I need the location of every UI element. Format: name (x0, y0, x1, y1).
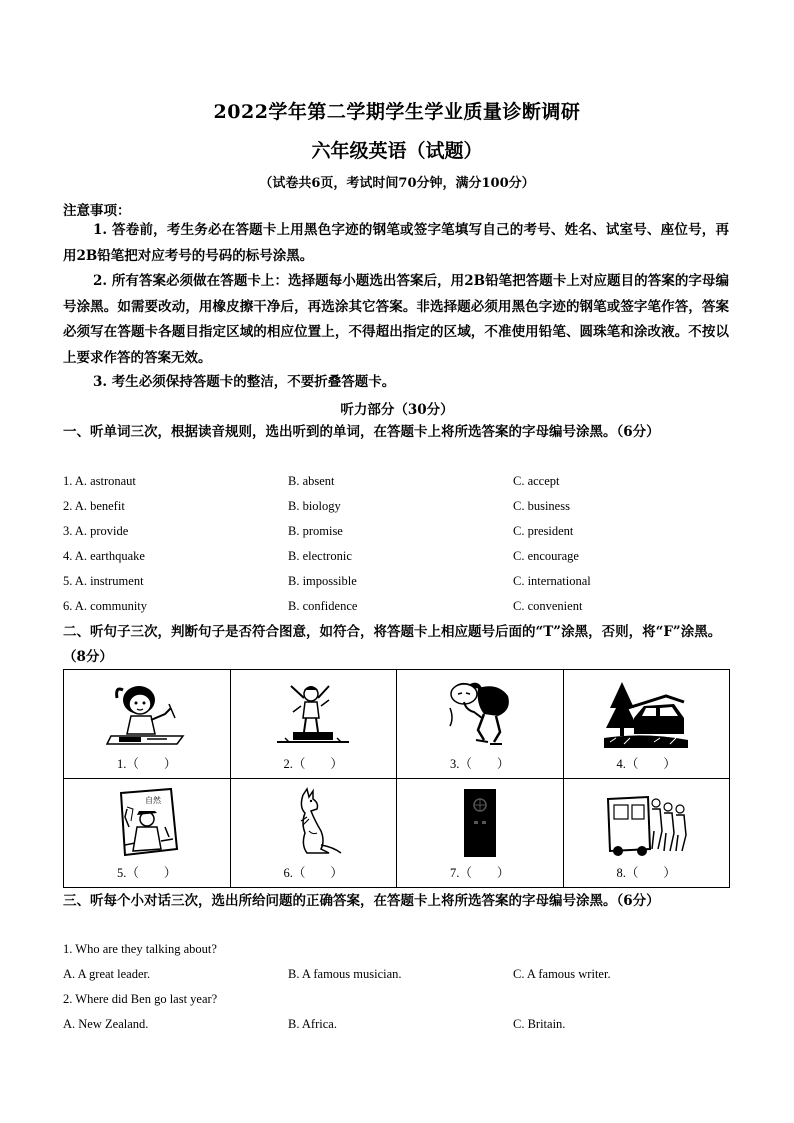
picture-grid (63, 669, 730, 888)
note-item-3 (63, 370, 729, 396)
option-a: 3. A. provide (63, 524, 129, 538)
note-item-1 (63, 218, 729, 269)
note-item-2 (63, 269, 729, 371)
option-a: A. New Zealand. (63, 1017, 149, 1031)
exam-info: （试卷共6页，考试时间70分钟，满分100分） (259, 176, 535, 191)
option-row (63, 967, 733, 987)
option-a: A. A great leader. (63, 967, 151, 981)
picture-cell (230, 670, 397, 779)
option-a: 5. A. instrument (63, 574, 144, 588)
exam-title: 2022学年第二学期学生学业质量诊断调研 (213, 101, 581, 123)
option-a: 2. A. benefit (63, 499, 125, 513)
option-c: C. international (513, 574, 591, 588)
picture-cell (397, 670, 564, 779)
option-a: 4. A. earthquake (63, 549, 145, 563)
option-c: C. Britain. (513, 1017, 566, 1031)
notes-heading: 注意事项： (63, 203, 131, 219)
picture-cell (230, 779, 397, 888)
option-b: B. A famous musician. (288, 967, 402, 981)
option-c: C. convenient (513, 599, 583, 613)
picture-cell (64, 670, 231, 779)
option-b: B. Africa. (288, 1017, 337, 1031)
picture-cell (64, 779, 231, 888)
option-row (63, 499, 733, 519)
exam-subtitle: 六年级英语（试题） (311, 140, 483, 162)
option-a: 6. A. community (63, 599, 148, 613)
question-text: 2. Where did Ben go last year? (63, 992, 218, 1006)
option-b: B. biology (288, 499, 341, 513)
option-c: C. encourage (513, 549, 579, 563)
option-row (63, 574, 733, 594)
note-text: 2. 所有答案必须做在答题卡上：选择题每小题选出答案后，用2B铅笔把答题卡上对应题目的答案的字母编号涂黑。如需要改动，用橡皮擦干净后，再选涂其它答案。非选择题必须用黑色字迹的钢笔或签字笔作答，答案必须写在答题卡各题目指定区域的相应位置上，不得超出指定的区域，不准使用铅笔、圆珠笔和涂改液。不按以上要求作答的答案无效。 (63, 273, 729, 366)
kangaroo-icon (271, 787, 355, 859)
picture-label: 2.（ ） (283, 757, 343, 771)
picture-cell (397, 779, 564, 888)
note-text: 1. 答卷前，考生务必在答题卡上用黑色字迹的钢笔或签字笔填写自己的考号、姓名、试室号、座位号，再用2B铅笔把对应考号的号码的标号涂黑。 (63, 222, 729, 264)
magazine-cover-icon (105, 787, 189, 859)
picture-label: 3.（ ） (450, 757, 510, 771)
picture-cell (563, 779, 730, 888)
note-text: 3. 考生必须保持答题卡的整洁，不要折叠答题卡。 (93, 374, 396, 390)
section1-heading: 一、听单词三次，根据读音规则，选出听到的单词，在答题卡上将所选答案的字母编号涂黑。（6分） (63, 424, 660, 440)
option-b: B. absent (288, 474, 335, 488)
option-c: C. A famous writer. (513, 967, 611, 981)
section2-heading: 二、听句子三次，判断句子是否符合图意，如符合，将答题卡上相应题号后面的“T”涂黑，否则，将“F”涂黑。（8分） (63, 624, 722, 665)
option-row (63, 1017, 733, 1037)
picture-label: 6.（ ） (283, 866, 343, 880)
option-c: C. president (513, 524, 574, 538)
picture-label: 1.（ ） (117, 757, 177, 771)
option-b: B. impossible (288, 574, 357, 588)
option-b: B. confidence (288, 599, 358, 613)
picture-cell (563, 670, 730, 779)
listening-heading: 听力部分（30分） (340, 402, 454, 418)
picture-label: 5.（ ） (117, 866, 177, 880)
option-b: B. promise (288, 524, 343, 538)
option-b: B. electronic (288, 549, 352, 563)
girl-writing-icon (105, 678, 189, 750)
option-row (63, 599, 733, 619)
car-under-fallen-tree-icon (604, 678, 688, 750)
option-row (63, 474, 733, 494)
picture-label: 4.（ ） (616, 757, 676, 771)
people-boarding-bus-icon (604, 787, 688, 859)
option-a: 1. A. astronaut (63, 474, 136, 488)
dark-door-icon (438, 787, 522, 859)
person-vomiting-icon (438, 678, 522, 750)
magazine-title: 自然 (144, 796, 161, 805)
option-row (63, 549, 733, 569)
section3-heading: 三、听每个小对话三次，选出所给问题的正确答案，在答题卡上将所选答案的字母编号涂黑。（6分） (63, 893, 660, 909)
picture-label: 7.（ ） (450, 866, 510, 880)
option-row (63, 524, 733, 544)
question-text: 1. Who are they talking about? (63, 942, 217, 956)
picture-label: 8.（ ） (616, 866, 676, 880)
boy-raising-arms-icon (271, 678, 355, 750)
option-c: C. accept (513, 474, 560, 488)
option-c: C. business (513, 499, 570, 513)
